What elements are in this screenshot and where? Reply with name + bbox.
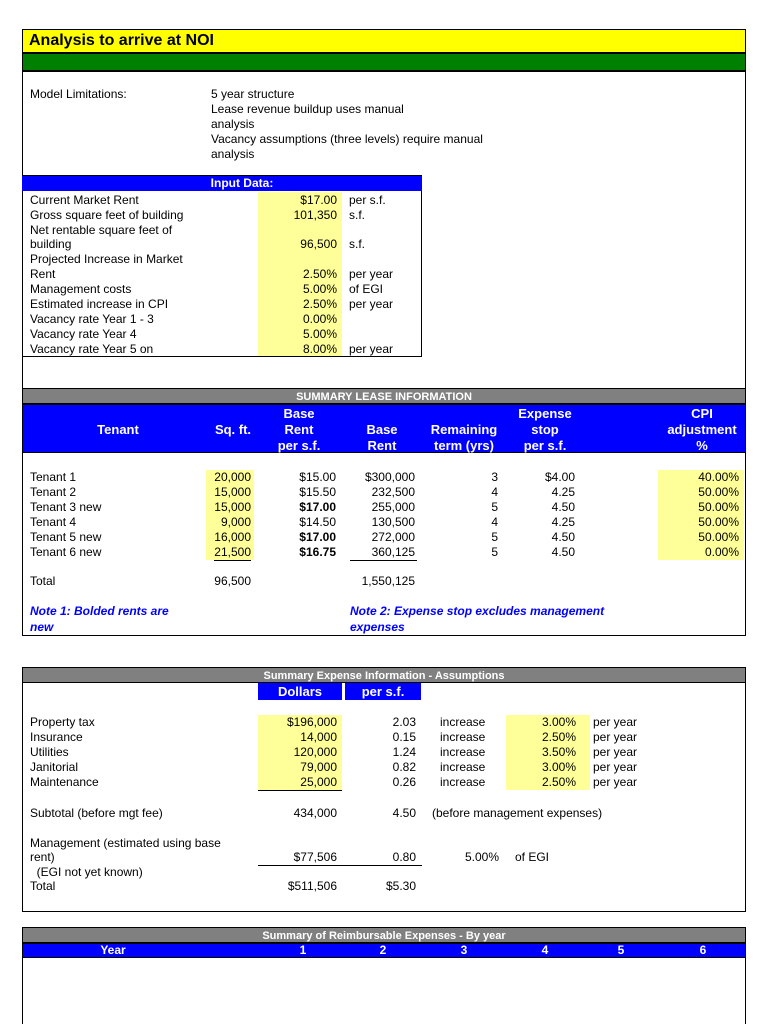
total-label: Total xyxy=(30,574,56,588)
expense-psf: 2.03 xyxy=(392,715,416,729)
expense-unit: per year xyxy=(593,775,638,789)
col-base-rent: Rent xyxy=(367,438,397,453)
input-label: Projected Increase in Market xyxy=(30,252,183,266)
input-unit: per year xyxy=(349,267,394,281)
tenant-expense-stop: 4.50 xyxy=(551,500,575,514)
input-data-header xyxy=(22,176,422,191)
input-unit: per year xyxy=(349,342,394,356)
tenant-rent-psf: $16.75 xyxy=(299,545,336,559)
year-3: 3 xyxy=(460,943,468,957)
mgmt-unit: of EGI xyxy=(515,850,550,864)
expense-label: Property tax xyxy=(30,715,95,729)
col-tenant: Tenant xyxy=(97,422,139,437)
mgmt-label: Management (estimated using base xyxy=(30,836,221,850)
tenant-name: Tenant 4 xyxy=(30,515,77,529)
year-5: 5 xyxy=(617,943,625,957)
input-label: Management costs xyxy=(30,282,132,296)
input-label-cont: building xyxy=(30,237,72,251)
table-row xyxy=(0,530,768,545)
table-row xyxy=(0,745,768,760)
expense-dollars[interactable]: $196,000 xyxy=(286,715,337,729)
limitation-line: 5 year structure xyxy=(211,87,295,101)
limitation-line: analysis xyxy=(211,147,255,161)
input-value[interactable]: $17.00 xyxy=(300,193,337,207)
expense-unit: per year xyxy=(593,715,638,729)
reimb-year-row xyxy=(22,943,746,958)
tenant-base-rent: 232,500 xyxy=(371,485,415,499)
table-row xyxy=(0,485,768,500)
mgmt-underline xyxy=(258,865,422,866)
subtotal-psf: 4.50 xyxy=(392,806,416,820)
mgmt-psf: 0.80 xyxy=(392,850,416,864)
table-row xyxy=(0,470,768,485)
tenant-name: Tenant 3 new xyxy=(30,500,102,514)
input-label: Estimated increase in CPI xyxy=(30,297,169,311)
input-value[interactable]: 0.00% xyxy=(302,312,337,326)
mgmt-rate: 5.00% xyxy=(464,850,499,864)
tenant-base-rent: $300,000 xyxy=(364,470,415,484)
mgmt-dollars: $77,506 xyxy=(293,850,337,864)
col-base-rent-psf: Rent xyxy=(284,422,314,437)
page-title: Analysis to arrive at NOI xyxy=(29,32,214,49)
col-expense-stop: per s.f. xyxy=(523,438,567,453)
title-bar xyxy=(22,29,746,53)
input-value[interactable]: 2.50% xyxy=(302,267,337,281)
year-1: 1 xyxy=(299,943,307,957)
expense-unit: per year xyxy=(593,760,638,774)
table-row xyxy=(0,500,768,515)
tenant-term: 3 xyxy=(491,470,498,484)
reimb-section-header xyxy=(22,927,746,943)
table-row xyxy=(0,515,768,530)
input-label: Current Market Rent xyxy=(30,193,139,207)
expense-psf: 0.82 xyxy=(392,760,416,774)
tenant-sqft[interactable]: 15,000 xyxy=(214,485,251,499)
total-base-rent: 1,550,125 xyxy=(361,574,415,588)
tenant-name: Tenant 6 new xyxy=(30,545,102,559)
col-expense-stop: stop xyxy=(531,422,559,437)
lease-section-header xyxy=(22,388,746,404)
tenant-term: 4 xyxy=(491,485,498,499)
tenant-rent-psf: $14.50 xyxy=(299,515,336,529)
tenant-term: 5 xyxy=(491,545,498,559)
expense-dollars[interactable]: 120,000 xyxy=(293,745,337,759)
note-2: Note 2: Expense stop excludes management xyxy=(350,604,605,618)
tenant-expense-stop: $4.00 xyxy=(544,470,575,484)
input-label: Vacancy rate Year 4 xyxy=(30,327,137,341)
expense-increase: increase xyxy=(440,775,486,789)
limitation-line: Vacancy assumptions (three levels) require manual xyxy=(211,132,483,146)
col-cpi-adjustment: adjustment xyxy=(667,422,737,437)
tenant-sqft[interactable]: 20,000 xyxy=(214,470,251,484)
lease-column-headers xyxy=(22,404,746,453)
tenant-sqft[interactable]: 9,000 xyxy=(220,515,251,529)
table-row xyxy=(0,545,768,560)
expense-increase: increase xyxy=(440,760,486,774)
tenant-base-rent: 255,000 xyxy=(371,500,415,514)
table-row xyxy=(0,715,768,730)
expense-dollars[interactable]: 14,000 xyxy=(300,730,337,744)
expense-psf: 1.24 xyxy=(392,745,416,759)
expense-psf: 0.26 xyxy=(392,775,416,789)
col-dollars xyxy=(258,683,342,700)
input-label-cont: Rent xyxy=(30,267,56,281)
tenant-term: 4 xyxy=(491,515,498,529)
reimb-section-title: Summary of Reimbursable Expenses - By year xyxy=(262,930,506,942)
year-4: 4 xyxy=(541,943,549,957)
table-row xyxy=(0,730,768,745)
expense-unit: per year xyxy=(593,745,638,759)
tenant-sqft[interactable]: 15,000 xyxy=(214,500,251,514)
input-label: Gross square feet of building xyxy=(30,208,184,222)
col-cpi-adjustment: CPI xyxy=(691,406,713,421)
dollars-underline xyxy=(258,790,342,791)
year-2: 2 xyxy=(379,943,387,957)
tenant-expense-stop: 4.50 xyxy=(551,545,575,559)
tenant-name: Tenant 2 xyxy=(30,485,77,499)
expense-total-dollars: $511,506 xyxy=(287,879,337,893)
tenant-rent-psf: $15.00 xyxy=(299,470,336,484)
mgmt-label-note: (EGI not yet known) xyxy=(30,865,143,879)
input-value[interactable]: 5.00% xyxy=(302,282,337,296)
input-value[interactable]: 2.50% xyxy=(302,297,337,311)
expense-rate[interactable]: 2.50% xyxy=(541,730,576,744)
input-value[interactable]: 101,350 xyxy=(293,208,337,222)
input-unit: per s.f. xyxy=(349,193,386,207)
tenant-rent-psf: $15.50 xyxy=(299,485,336,499)
tenant-cpi[interactable]: 0.00% xyxy=(704,545,739,559)
tenant-expense-stop: 4.25 xyxy=(551,485,575,499)
expense-section-title: Summary Expense Information - Assumptions xyxy=(263,670,505,682)
input-value[interactable]: 96,500 xyxy=(300,237,337,251)
mgmt-label-cont: rent) xyxy=(30,850,55,864)
expense-increase: increase xyxy=(440,745,486,759)
input-value[interactable]: 8.00% xyxy=(302,342,337,356)
tenant-base-rent: 360,125 xyxy=(371,545,415,559)
col-per-sf xyxy=(345,683,421,700)
input-data-header-label: Input Data: xyxy=(210,176,274,190)
tenant-cpi[interactable]: 40.00% xyxy=(698,470,739,484)
expense-increase: increase xyxy=(440,730,486,744)
col-dollars-label: Dollars xyxy=(277,684,323,699)
tenant-sqft[interactable]: 21,500 xyxy=(214,545,251,559)
tenant-cpi[interactable]: 50.00% xyxy=(698,515,739,529)
expense-dollars[interactable]: 25,000 xyxy=(300,775,337,789)
expense-label: Insurance xyxy=(30,730,83,744)
expense-total-psf: $5.30 xyxy=(385,879,416,893)
year-label: Year xyxy=(100,943,126,957)
subtotal-note: (before management expenses) xyxy=(432,806,603,820)
subtotal-dollars: 434,000 xyxy=(293,806,337,820)
reimb-left-border xyxy=(22,958,23,1024)
tenant-term: 5 xyxy=(491,530,498,544)
year-6: 6 xyxy=(699,943,707,957)
expense-label: Maintenance xyxy=(30,775,99,789)
input-label: Vacancy rate Year 1 - 3 xyxy=(30,312,154,326)
tenant-name: Tenant 5 new xyxy=(30,530,102,544)
expense-label: Utilities xyxy=(30,745,69,759)
tenant-cpi[interactable]: 50.00% xyxy=(698,500,739,514)
table-row xyxy=(0,775,768,790)
tenant-rent-psf: $17.00 xyxy=(299,530,336,544)
col-cpi-adjustment: % xyxy=(696,438,708,453)
tenant-expense-stop: 4.50 xyxy=(551,530,575,544)
input-unit: of EGI xyxy=(349,282,384,296)
input-label: Net rentable square feet of xyxy=(30,223,173,237)
expense-label: Janitorial xyxy=(30,760,79,774)
reimb-right-border xyxy=(745,958,746,1024)
lease-section-title: SUMMARY LEASE INFORMATION xyxy=(296,391,472,403)
input-label: Vacancy rate Year 5 on xyxy=(30,342,154,356)
table-row xyxy=(0,760,768,775)
tenant-name: Tenant 1 xyxy=(30,470,77,484)
expense-increase: increase xyxy=(440,715,486,729)
green-band xyxy=(22,53,746,71)
expense-rate[interactable]: 3.50% xyxy=(541,745,576,759)
expense-total-label: Total xyxy=(30,879,56,893)
subtotal-label: Subtotal (before mgt fee) xyxy=(30,806,163,820)
col-sqft: Sq. ft. xyxy=(214,422,252,437)
base-rent-underline xyxy=(350,560,417,561)
input-unit: s.f. xyxy=(349,237,366,251)
col-per-sf-label: per s.f. xyxy=(361,684,405,699)
expense-rate[interactable]: 3.00% xyxy=(541,715,576,729)
tenant-base-rent: 130,500 xyxy=(371,515,415,529)
expense-unit: per year xyxy=(593,730,638,744)
total-sqft: 96,500 xyxy=(214,574,251,588)
col-remaining-term: term (yrs) xyxy=(434,438,494,453)
note-1-cont: new xyxy=(30,620,54,634)
input-value[interactable]: 5.00% xyxy=(302,327,337,341)
expense-psf: 0.15 xyxy=(392,730,416,744)
col-base-rent-psf: per s.f. xyxy=(277,438,321,453)
note-2-cont: expenses xyxy=(350,620,405,634)
note-1: Note 1: Bolded rents are xyxy=(30,604,169,618)
col-expense-stop: Expense xyxy=(518,406,572,421)
tenant-cpi[interactable]: 50.00% xyxy=(698,530,739,544)
tenant-sqft[interactable]: 16,000 xyxy=(214,530,251,544)
expense-rate[interactable]: 3.00% xyxy=(541,760,576,774)
limitation-line: Lease revenue buildup uses manual xyxy=(211,102,404,116)
limitations-list xyxy=(211,87,483,162)
col-base-rent-psf: Base xyxy=(283,406,315,421)
input-unit: per year xyxy=(349,297,394,311)
input-unit: s.f. xyxy=(349,208,366,222)
expense-section-header xyxy=(22,667,746,683)
col-remaining-term: Remaining xyxy=(430,422,498,437)
tenant-term: 5 xyxy=(491,500,498,514)
col-base-rent: Base xyxy=(366,422,398,437)
tenant-rent-psf: $17.00 xyxy=(299,500,336,514)
expense-rate[interactable]: 2.50% xyxy=(541,775,576,789)
tenant-expense-stop: 4.25 xyxy=(551,515,575,529)
tenant-cpi[interactable]: 50.00% xyxy=(698,485,739,499)
limitation-line: analysis xyxy=(211,117,255,131)
limitations-label: Model Limitations: xyxy=(30,87,127,101)
expense-dollars[interactable]: 79,000 xyxy=(300,760,337,774)
tenant-base-rent: 272,000 xyxy=(371,530,415,544)
